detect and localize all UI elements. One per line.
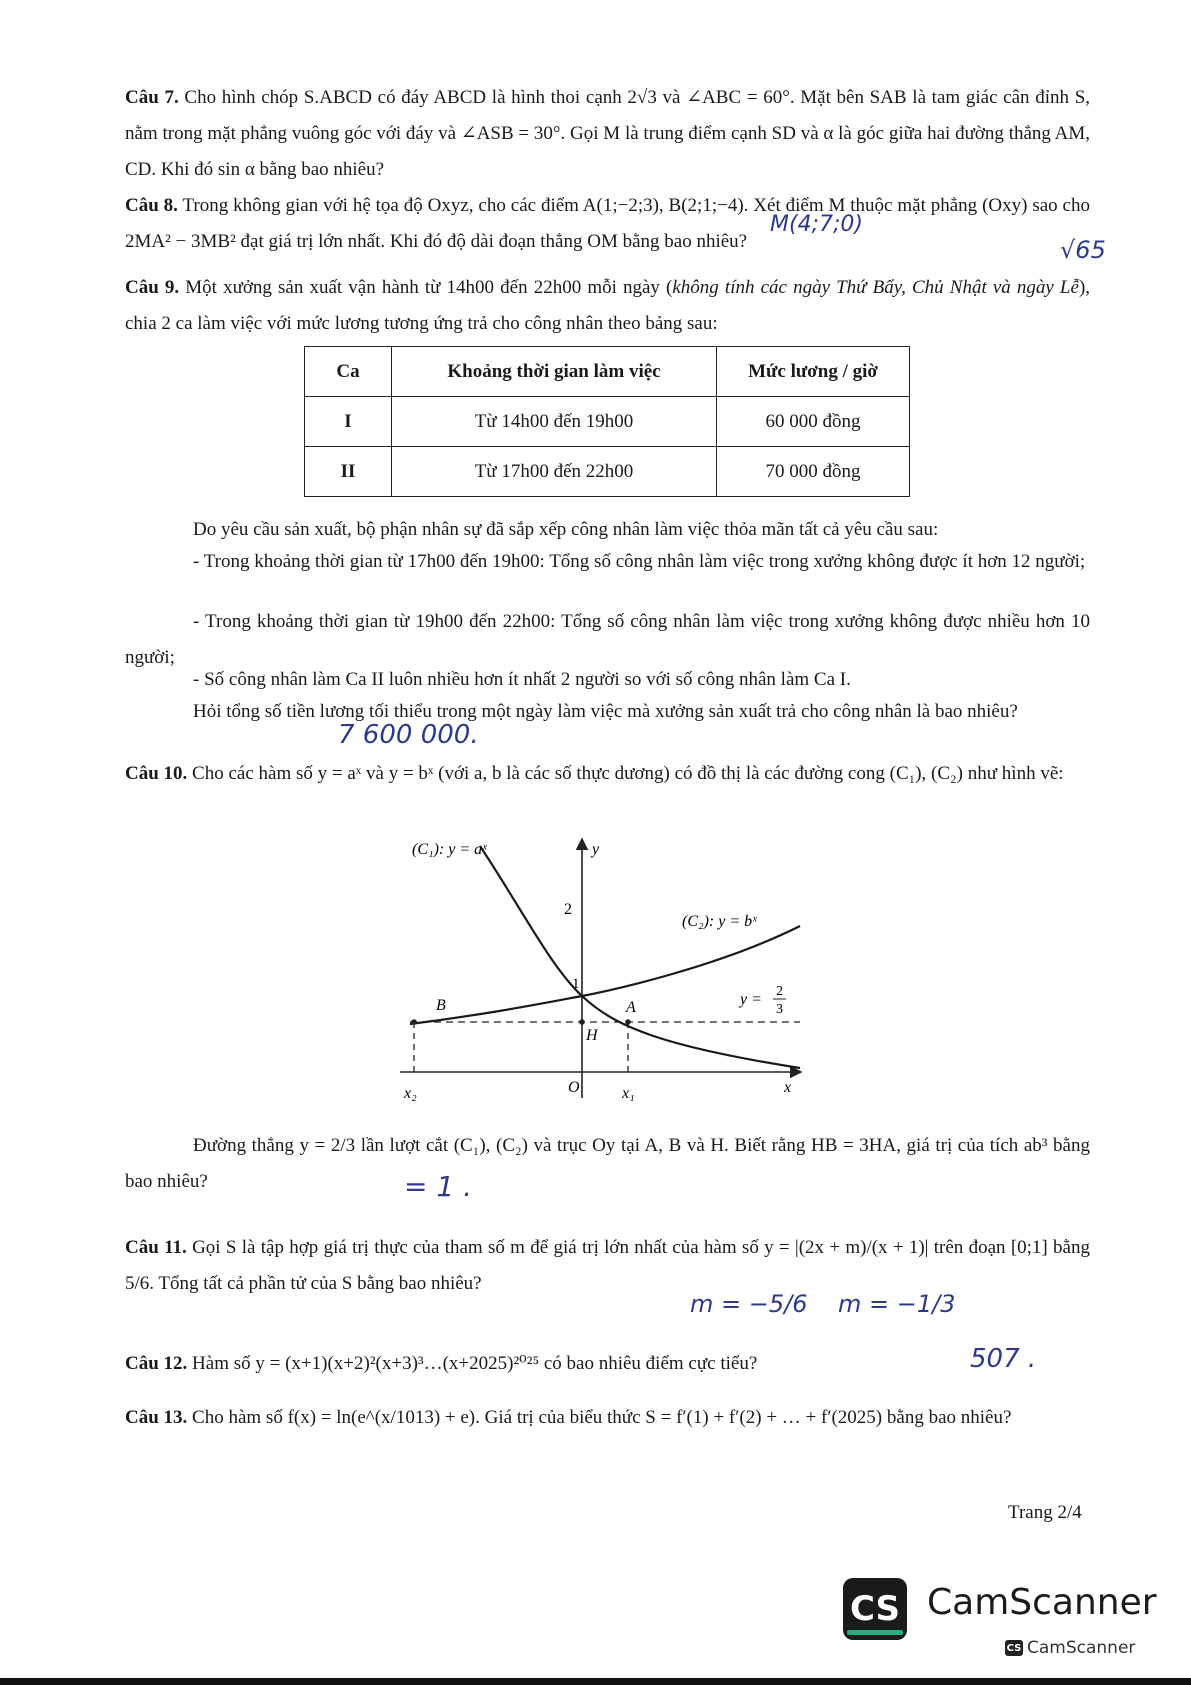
table-header: Mức lương / giờ	[717, 347, 910, 397]
line-label-num: 2	[776, 984, 783, 999]
camscanner-watermark	[843, 1578, 1173, 1678]
table-row	[305, 397, 910, 447]
shift-table	[304, 346, 910, 497]
x2-label: x₂	[404, 1085, 417, 1102]
question-10	[125, 756, 1090, 792]
point-a-label: A	[626, 999, 636, 1016]
table-cell: 60 000 đồng	[717, 397, 910, 447]
question-9-paragraph: Hỏi tổng số tiền lương tối thiểu trong một ngày làm việc mà xưởng sản xuất trả cho công nhân là bao nhiêu?	[193, 701, 1018, 722]
question-13	[125, 1400, 1090, 1436]
question-12-label: Câu 12.	[125, 1353, 188, 1374]
table-header: Ca	[305, 347, 392, 397]
page-number: Trang 2/4	[1008, 1502, 1082, 1523]
question-12-text: Hàm số y = (x+1)(x+2)²(x+3)³…(x+2025)²⁰²⁵ có bao nhiêu điểm cực tiểu?	[192, 1353, 758, 1374]
table-header-row	[305, 347, 910, 397]
question-10-text: Cho các hàm số y = aˣ và y = bˣ (với a, b là các số thực dương) có đồ thị là các đường cong (C₁), (C₂) như hình vẽ:	[192, 763, 1064, 784]
line-label-y: y =	[740, 991, 762, 1008]
point-h-dot	[579, 1019, 585, 1025]
question-9-paragraph: - Số công nhân làm Ca II luôn nhiều hơn ít nhất 2 người so với số công nhân làm Ca I.	[193, 669, 851, 690]
question-9-paragraph: - Trong khoảng thời gian từ 19h00 đến 22h00: Tổng số công nhân làm việc trong xưởng không được nhiều hơn 10 người;	[125, 611, 1090, 668]
question-9-paragraph: Do yêu cầu sản xuất, bộ phận nhân sự đã sắp xếp công nhân làm việc thỏa mãn tất cả yêu cầu sau:	[193, 519, 939, 540]
tick-1: 1	[572, 976, 580, 992]
camscanner-logo-icon: CS	[843, 1578, 907, 1640]
curve-c1	[480, 846, 800, 1068]
handwritten-note-om: √65	[1060, 236, 1106, 264]
question-9-intro-italic: không tính các ngày Thứ Bẩy, Chủ Nhật và ngày Lễ	[672, 277, 1079, 298]
question-10-after: Đường thẳng y = 2/3 lần lượt cắt (C₁), (C₂) và trục Oy tại A, B và H. Biết rằng HB = 3HA, giá trị của tích ab³ bằng bao nhiêu?	[125, 1135, 1090, 1192]
handwritten-answer-9: 7 600 000.	[338, 720, 479, 750]
y-axis-label: y	[592, 841, 600, 858]
camscanner-small-icon: CS	[1005, 1640, 1023, 1656]
point-a-dot	[625, 1019, 631, 1025]
point-h-label: H	[586, 1027, 598, 1044]
table-row	[305, 447, 910, 497]
table-cell: II	[305, 447, 392, 497]
question-8	[125, 188, 1090, 260]
c1-label: (C₁): y = aˣ	[412, 841, 487, 858]
question-11-label: Câu 11.	[125, 1237, 187, 1258]
x-axis-label: x	[784, 1079, 792, 1096]
question-10-label: Câu 10.	[125, 763, 188, 784]
table-header: Khoảng thời gian làm việc	[392, 347, 717, 397]
point-b-dot	[411, 1019, 417, 1025]
question-7-label: Câu 7.	[125, 87, 179, 108]
question-13-text: Cho hàm số f(x) = ln(e^(x/1013) + e). Giá trị của biểu thức S = f′(1) + f′(2) + … + f′(2025) bằng bao nhiêu?	[192, 1407, 1012, 1428]
table-cell: Từ 14h00 đến 19h00	[392, 397, 717, 447]
question-8-text: Trong không gian với hệ tọa độ Oxyz, cho các điểm A(1;−2;3), B(2;1;−4). Xét điểm M thuộc mặt phẳng (Oxy) sao cho 2MA² − 3MB² đạt giá trị lớn nhất. Khi đó độ dài đoạn thẳng OM bằng bao nhiêu?	[125, 195, 1090, 252]
origin-label: O	[568, 1079, 580, 1096]
point-b-label: B	[436, 997, 446, 1014]
question-9-paragraph: - Trong khoảng thời gian từ 17h00 đến 19h00: Tổng số công nhân làm việc trong xưởng không được ít hơn 12 người;	[193, 551, 1086, 572]
handwritten-answer-12: 507 .	[970, 1344, 1037, 1374]
c2-label: (C₂): y = bˣ	[682, 913, 757, 930]
question-7	[125, 80, 1090, 188]
table-cell: 70 000 đồng	[717, 447, 910, 497]
handwritten-m-value-1: m = −5/6	[690, 1290, 808, 1318]
question-11-text: Gọi S là tập hợp giá trị thực của tham số m để giá trị lớn nhất của hàm số y = |(2x + m)/(x + 1)| trên đoạn [0;1] bằng 5/6. Tổng tất cả phần tử của S bằng bao nhiêu?	[125, 1237, 1090, 1294]
question-8-label: Câu 8.	[125, 195, 178, 216]
handwritten-m-value-2: m = −1/3	[838, 1290, 956, 1318]
bottom-border	[0, 1678, 1191, 1685]
handwritten-note-point-m: M(4;7;0)	[770, 212, 863, 237]
question-9	[125, 270, 1090, 342]
table-cell: I	[305, 397, 392, 447]
question-13-label: Câu 13.	[125, 1407, 188, 1428]
line-label-den: 3	[776, 1002, 783, 1017]
camscanner-name: CamScanner	[927, 1582, 1157, 1623]
handwritten-answer-10: = 1 .	[404, 1170, 472, 1203]
x1-label: x₁	[622, 1085, 635, 1102]
camscanner-small	[1005, 1638, 1135, 1658]
curve-c2	[410, 926, 800, 1024]
question-12	[125, 1346, 1090, 1382]
camscanner-small-label: CamScanner	[1027, 1638, 1136, 1658]
question-7-text: Cho hình chóp S.ABCD có đáy ABCD là hình thoi cạnh 2√3 và ∠ABC = 60°. Mặt bên SAB là tam giác cân đỉnh S, nằm trong mặt phẳng vuông góc với đáy và ∠ASB = 30°. Gọi M là trung điểm cạnh SD và α là góc giữa hai đường thẳng AM, CD. Khi đó sin α bằng bao nhiêu?	[125, 87, 1091, 180]
question-9-intro: Một xưởng sản xuất vận hành từ 14h00 đến 22h00 mỗi ngày (	[185, 277, 673, 298]
exponential-graph	[400, 836, 810, 1108]
tick-2: 2	[564, 901, 572, 918]
question-9-intro-end: ), chia 2 ca làm việc với mức lương tương ứng trả cho công nhân theo bảng sau:	[125, 277, 1091, 334]
table-cell: Từ 17h00 đến 22h00	[392, 447, 717, 497]
question-9-label: Câu 9.	[125, 277, 180, 298]
